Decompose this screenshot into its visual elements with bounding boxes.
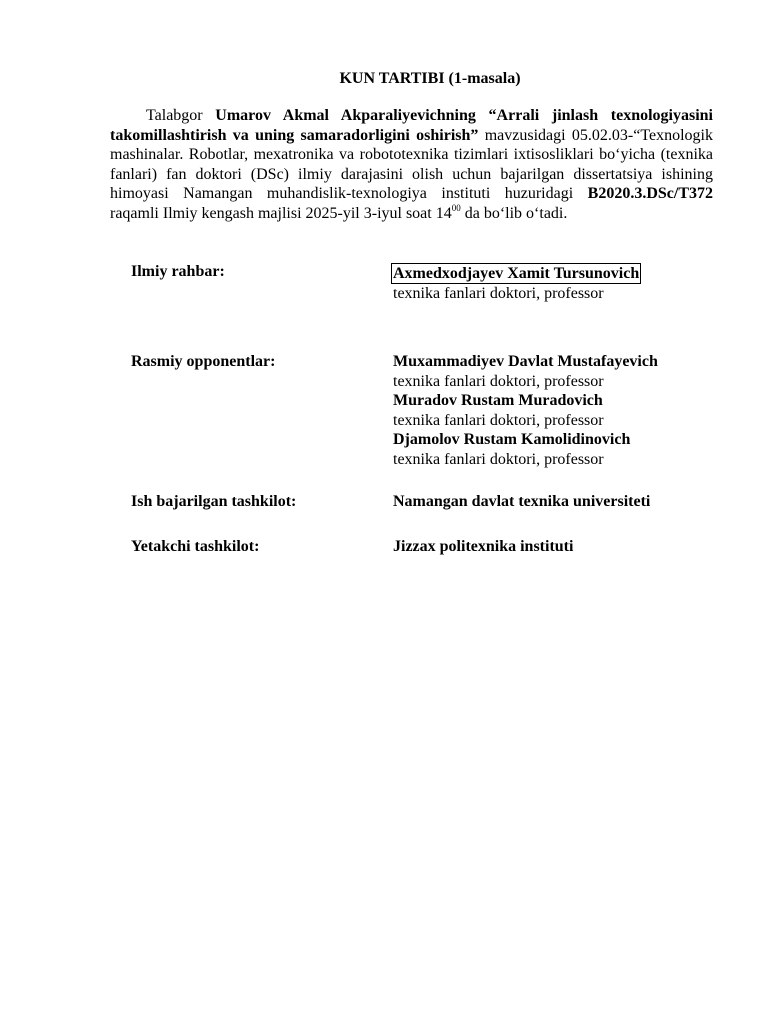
organization-name: Namangan davlat texnika universiteti xyxy=(393,493,651,510)
opponents-block xyxy=(393,352,658,470)
council-number: B2020.3.DSc/T372 xyxy=(587,185,713,203)
opponent-title: texnika fanlari doktori, professor xyxy=(393,372,604,390)
time-minutes: 00 xyxy=(451,202,461,213)
supervisor-name: Axmedxodjayev Xamit Tursunovich xyxy=(393,265,640,282)
intro-paragraph xyxy=(110,106,713,224)
intro-end: da bo‘lib o‘tadi. xyxy=(460,204,568,222)
organization-value xyxy=(393,492,650,512)
opponent-title: texnika fanlari doktori, professor xyxy=(393,450,604,468)
leading-organization-label: Yetakchi tashkilot: xyxy=(131,538,260,555)
intro-lead: Talabgor xyxy=(146,107,216,124)
opponent-name: Muxammadiyev Davlat Mustafayevich xyxy=(393,353,658,370)
leading-organization-value xyxy=(393,537,573,557)
supervisor-block xyxy=(393,263,641,304)
intro-tail: raqamli Ilmiy kengash majlisi 2025-yil 3-iyul soat 14 xyxy=(110,204,452,222)
organization-label: Ish bajarilgan tashkilot: xyxy=(131,493,297,510)
opponent-title: texnika fanlari doktori, professor xyxy=(393,411,604,429)
opponent-name: Muradov Rustam Muradovich xyxy=(393,392,603,410)
opponents-label: Rasmiy opponentlar: xyxy=(131,353,276,370)
page-title: KUN TARTIBI (1-masala) xyxy=(339,70,521,87)
leading-organization-name: Jizzax politexnika instituti xyxy=(393,538,574,555)
intro-body: mavzusidagi 05.02.03-“Texnologik mashinalar. Robotlar, mexatronika va robototexnika tizimlari ixtisosliklari bo‘yicha (texnika fanlari) fan doktori (DSc) ilmiy darajasini olish uchun bajarilgan dissertatsiya ishining himoyasi Namangan muhandislik-texnologiya instituti huzuridagi xyxy=(110,126,713,203)
supervisor-title: texnika fanlari doktori, professor xyxy=(393,285,604,302)
supervisor-label: Ilmiy rahbar: xyxy=(131,263,225,280)
opponent-name: Djamolov Rustam Kamolidinovich xyxy=(393,431,631,449)
candidate-and-topic: Umarov Akmal Akparaliyevichning “Arrali jinlash texnologiyasini takomillashtirish va uning samaradorligini oshirish” xyxy=(110,107,713,144)
